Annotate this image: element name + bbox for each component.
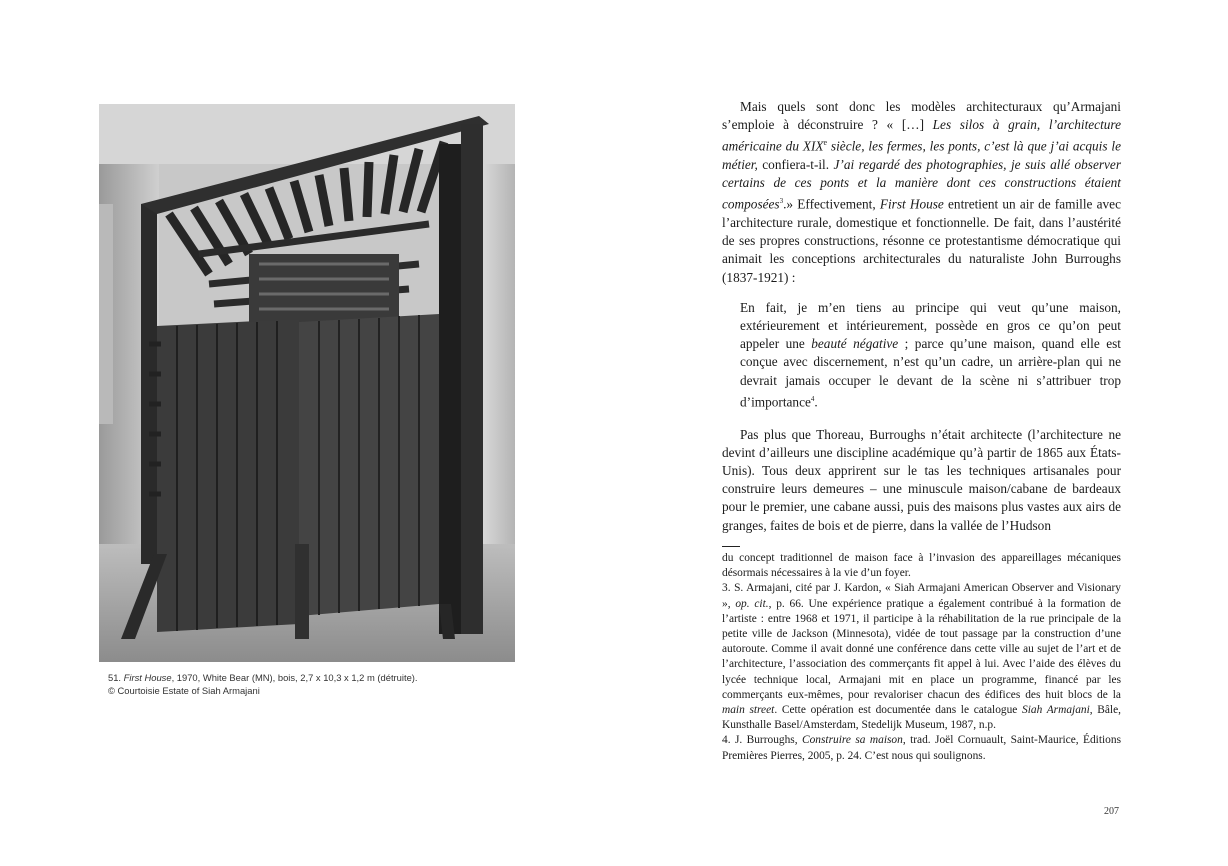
text-run: .» Effectivement, bbox=[783, 196, 880, 212]
text-run: confiera-t-il. bbox=[757, 157, 834, 173]
text-run: 3. S. Armajani, cité par J. Kardon, « Siah Armajani American Observer and Visionary », bbox=[722, 582, 1121, 610]
caption-number: 51. bbox=[108, 672, 124, 683]
caption-title: First House bbox=[123, 672, 172, 683]
italic-run: J’ai regardé des photographies, je suis allé observer certains de ces ponts et la manière dont ces constructions étaient composées bbox=[722, 157, 1122, 212]
footnote-3 bbox=[722, 581, 1121, 733]
caption-line-1 bbox=[108, 672, 438, 685]
text-run: 4. J. Burroughs, bbox=[722, 734, 802, 747]
text-run: entretient un air de famille avec l’architecture rurale, domestique et fonctionnelle. De fait, dans l’austérité de ses propres constructions, résonne ce protestantisme démocratique qui animait les conceptions architecturales du naturaliste John Burroughs (1837-1921) : bbox=[722, 196, 1121, 285]
italic-run: op. cit. bbox=[735, 597, 769, 610]
text-run: , trad. Joël Cornuault, Saint-Maurice, Éditions Premières Pierres, 2005, p. 24. C’est nous qui soulignons. bbox=[722, 734, 1121, 762]
text-run: , Bâle, Kunsthalle Basel/Amsterdam, Stedelijk Museum, 1987, n.p. bbox=[722, 704, 1122, 732]
text-run: . Cette opération est documentée dans le catalogue bbox=[774, 704, 1023, 717]
paragraph-1 bbox=[722, 98, 1121, 287]
caption-details: , 1970, White Bear (MN), bois, 2,7 x 10,3 x 1,2 m (détruite). bbox=[171, 672, 418, 683]
footnote-rule bbox=[722, 546, 740, 547]
italic-run: siècle, les fermes, les ponts, c’est là que j’ai acquis le métier, bbox=[722, 138, 1121, 173]
italic-run: Construire sa maison bbox=[802, 734, 903, 747]
text-run: ; parce qu’une maison, quand elle est conçue avec discernement, n’est qu’un cadre, un arrière-plan qui ne devrait jamais occuper le devant de la scène ni s’attribuer trop d’importance bbox=[740, 336, 1121, 410]
footnote-continuation: du concept traditionnel de maison face à l’invasion des appareillages mécaniques désormais nécessaires à la vie d’un foyer. bbox=[722, 552, 1121, 580]
text-run: , p. 66. Une expérience pratique a également contribué à la formation de l’artiste : entre 1968 et 1971, il participe à la réhabilitation de la rue principale de la petite ville de Jackson (Minnesota), vidée de tout passage par la construction d’une autoroute. Comme il avait donné une conférence dans cette ville au sujet de l’art et de l’architecture, l’association des commerçants fit appel à lui. Avec l’aide des élèves du lycée technique local, Armajani mit en place un programme, financé par les commerçants eux-mêmes, pour revaloriser chacun des édifices des huit blocs de la bbox=[722, 597, 1121, 701]
footnote-ref-4[interactable]: 4 bbox=[810, 394, 815, 403]
italic-run: beauté négative bbox=[811, 336, 899, 352]
paragraph-2: Pas plus que Thoreau, Burroughs n’était architecte (l’architecture ne devint d’ailleurs une discipline académique qu’à partir de 1865 aux États-Unis). Tous deux apprirent sur le tas les techniques artisanales pour construire leurs demeures – une minuscule maison/cabane de bardeaux pour le premier, une cabane aussi, puis des maisons plus vastes aux airs de granges, faites de bois et de pierre, dans la vallée de l’Hudson bbox=[722, 426, 1121, 533]
italic-run: First House bbox=[879, 196, 944, 212]
italic-run: Siah Armajani bbox=[1022, 704, 1090, 717]
block-quote bbox=[740, 299, 1121, 412]
body-text bbox=[722, 98, 1121, 535]
text-run: En fait, je m’en tiens au principe qui veut qu’une maison, extérieurement et intérieurement, possède en gros ce qu’on peut appeler une bbox=[740, 299, 1121, 352]
footnote-ref-3[interactable]: 3 bbox=[779, 197, 784, 206]
italic-run: Les silos à grain, l’architecture américaine du XIX bbox=[722, 117, 1122, 154]
page-number: 207 bbox=[1104, 806, 1119, 817]
caption-credit: © Courtoisie Estate of Siah Armajani bbox=[108, 684, 260, 696]
italic-run: main street bbox=[722, 704, 775, 717]
footnotes bbox=[722, 551, 1121, 764]
text-run: . bbox=[814, 394, 818, 410]
footnote-4 bbox=[722, 733, 1121, 763]
figure-photo bbox=[99, 104, 515, 662]
figure-caption bbox=[108, 672, 438, 697]
text-run: Mais quels sont donc les modèles architecturaux qu’Armajani s’emploie à déconstruire ? « […] bbox=[722, 99, 1121, 133]
superscript: e bbox=[823, 138, 828, 148]
